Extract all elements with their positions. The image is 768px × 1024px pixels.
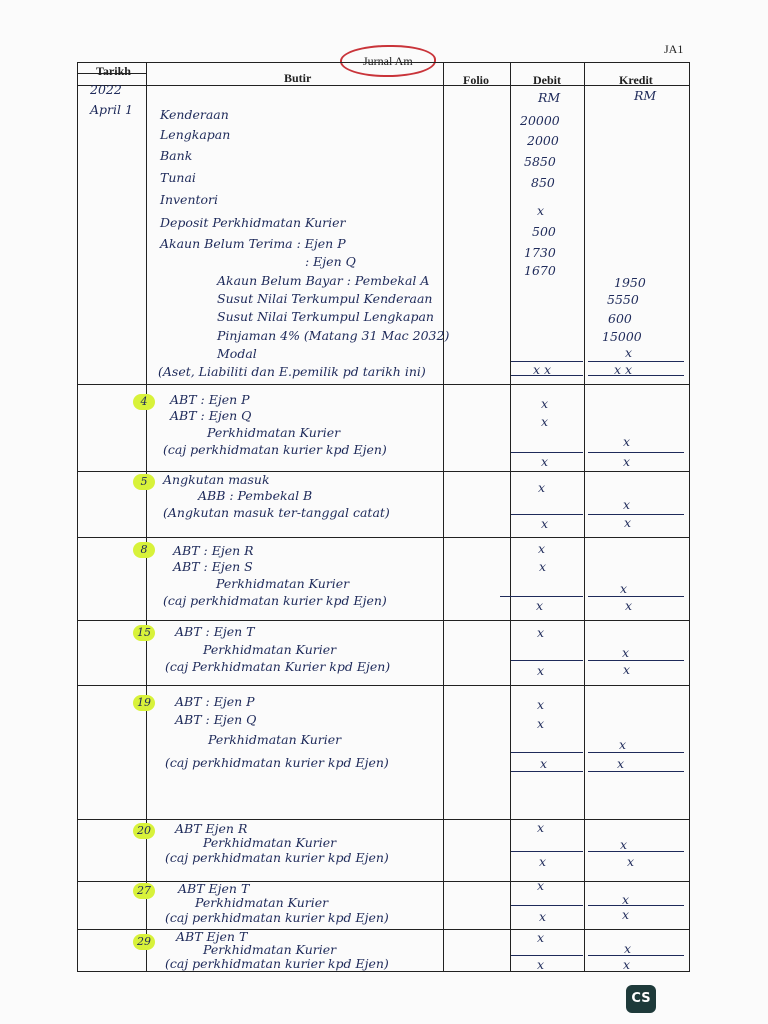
opening-date: April 1: [90, 102, 133, 117]
total-rule: [588, 851, 684, 852]
total-rule: [511, 905, 583, 906]
total-rule: [588, 660, 684, 661]
entry-debit: x: [541, 414, 549, 429]
entry-line: Perkhidmatan Kurier: [195, 895, 329, 910]
total-rule: [511, 660, 583, 661]
scanner-logo-icon: CS: [626, 985, 656, 1013]
total-kredit: x: [625, 598, 633, 613]
opening-line: Inventori: [160, 192, 219, 207]
entry-line: Angkutan masuk: [163, 472, 270, 487]
total-rule: [588, 596, 684, 597]
kredit-amount: 1950: [614, 275, 646, 290]
entry-line: ABT : Ejen Q: [170, 408, 252, 423]
total-rule: [511, 771, 583, 772]
entry-line: Perkhidmatan Kurier: [203, 942, 337, 957]
opening-line: Deposit Perkhidmatan Kurier: [160, 215, 346, 230]
debit-amount: 5850: [524, 154, 556, 169]
entry-separator: [78, 819, 689, 820]
entry-narration: (Angkutan masuk ter-tanggal catat): [163, 505, 390, 520]
total-kredit: x x: [614, 362, 633, 377]
kredit-amount: 5550: [607, 292, 639, 307]
total-rule: [588, 452, 684, 453]
total-rule: [588, 905, 684, 906]
entry-narration: (caj perkhidmatan kurier kpd Ejen): [163, 442, 387, 457]
total-rule: [588, 752, 684, 753]
col-divider: [510, 63, 511, 971]
header-butir: Butir: [284, 71, 312, 85]
entry-day-highlight: 4: [133, 394, 155, 410]
header-debit: Debit: [533, 73, 561, 87]
kredit-amount: 15000: [602, 329, 642, 344]
total-rule: [511, 514, 583, 515]
total-rule: [511, 752, 583, 753]
debit-amount: 2000: [527, 133, 559, 148]
header-tarikh: Tarikh: [96, 64, 131, 78]
entry-day-highlight: 5: [133, 474, 155, 490]
entry-day-highlight: 15: [133, 625, 155, 641]
entry-kredit: x: [622, 645, 630, 660]
entry-day-highlight: 27: [133, 883, 155, 899]
total-debit: x: [537, 663, 545, 678]
entry-line: ABB : Pembekal B: [198, 488, 313, 503]
journal-title: Jurnal Am: [363, 54, 413, 68]
entry-line: Perkhidmatan Kurier: [207, 425, 341, 440]
entry-line: Perkhidmatan Kurier: [216, 576, 350, 591]
entry-narration: (caj Perkhidmatan Kurier kpd Ejen): [165, 659, 391, 674]
entry-debit: x: [537, 716, 545, 731]
total-kredit: x: [623, 454, 631, 469]
opening-line: Bank: [160, 148, 193, 163]
entry-narration: (caj perkhidmatan kurier kpd Ejen): [165, 910, 389, 925]
entry-line: ABT : Ejen T: [175, 624, 255, 639]
entry-debit: x: [538, 480, 546, 495]
entry-narration: (caj perkhidmatan kurier kpd Ejen): [165, 755, 389, 770]
entry-debit: x: [538, 541, 546, 556]
total-kredit: x: [627, 854, 635, 869]
entry-narration: (caj perkhidmatan kurier kpd Ejen): [163, 593, 387, 608]
total-rule: [511, 851, 583, 852]
opening-line: Lengkapan: [160, 127, 231, 142]
opening-line: Akaun Belum Bayar : Pembekal A: [217, 273, 430, 288]
debit-amount: 850: [531, 175, 555, 190]
total-debit: x x: [533, 362, 552, 377]
opening-line: Pinjaman 4% (Matang 31 Mac 2032): [217, 328, 450, 343]
entry-separator: [78, 620, 689, 621]
entry-line: ABT : Ejen R: [173, 543, 254, 558]
entry-debit: x: [539, 559, 547, 574]
entry-line: ABT Ejen T: [176, 929, 248, 944]
opening-line: Kenderaan: [160, 107, 229, 122]
total-rule: [511, 375, 583, 376]
total-debit: x: [540, 756, 548, 771]
entry-day-highlight: 19: [133, 695, 155, 711]
opening-line: Susut Nilai Terkumpul Kenderaan: [217, 291, 433, 306]
kredit-amount: x: [625, 345, 633, 360]
entry-day-highlight: 29: [133, 934, 155, 950]
entry-narration: (caj perkhidmatan kurier kpd Ejen): [165, 850, 389, 865]
opening-narration: (Aset, Liabiliti dan E.pemilik pd tarikh ini): [158, 364, 426, 379]
entry-kredit: x: [619, 737, 627, 752]
debit-currency: RM: [538, 90, 561, 105]
total-rule: [588, 771, 684, 772]
debit-amount: 1730: [524, 245, 556, 260]
total-debit: x: [537, 957, 545, 972]
opening-line: Modal: [217, 346, 257, 361]
total-kredit: x: [623, 957, 631, 972]
entry-separator: [78, 881, 689, 882]
total-kredit: x: [617, 756, 625, 771]
opening-line: Akaun Belum Terima : Ejen P: [160, 236, 346, 251]
entry-debit: x: [541, 396, 549, 411]
entry-line: Perkhidmatan Kurier: [208, 732, 342, 747]
total-rule: [588, 375, 684, 376]
opening-line: : Ejen Q: [305, 254, 356, 269]
entry-separator: [78, 537, 689, 538]
debit-amount: x: [537, 203, 545, 218]
entry-line: ABT : Ejen Q: [175, 712, 257, 727]
page-code: JA1: [664, 42, 684, 56]
entry-debit: x: [537, 878, 545, 893]
total-rule: [588, 514, 684, 515]
entry-narration: (caj perkhidmatan kurier kpd Ejen): [165, 956, 389, 971]
kredit-amount: 600: [608, 311, 632, 326]
entry-debit: x: [537, 697, 545, 712]
debit-amount: 20000: [520, 113, 560, 128]
col-divider: [443, 63, 444, 971]
header-kredit: Kredit: [619, 73, 653, 87]
entry-separator: [78, 685, 689, 686]
entry-separator: [78, 384, 689, 385]
total-rule: [588, 361, 684, 362]
entry-kredit: x: [623, 434, 631, 449]
total-debit: x: [541, 516, 549, 531]
entry-line: ABT : Ejen P: [170, 392, 250, 407]
entry-day-highlight: 20: [133, 823, 155, 839]
entry-kredit: x: [622, 892, 630, 907]
total-rule: [511, 955, 583, 956]
total-debit: x: [539, 909, 547, 924]
total-kredit: x: [623, 662, 631, 677]
total-kredit: x: [624, 515, 632, 530]
opening-line: Susut Nilai Terkumpul Lengkapan: [217, 309, 434, 324]
entry-debit: x: [537, 625, 545, 640]
total-debit: x: [541, 454, 549, 469]
entry-kredit: x: [620, 581, 628, 596]
year: 2022: [90, 82, 122, 97]
header-rule: [78, 85, 689, 86]
debit-amount: 500: [532, 224, 556, 239]
entry-debit: x: [537, 820, 545, 835]
entry-debit: x: [537, 930, 545, 945]
entry-line: Perkhidmatan Kurier: [203, 835, 337, 850]
entry-line: Perkhidmatan Kurier: [203, 642, 337, 657]
entry-line: ABT : Ejen P: [175, 694, 255, 709]
total-kredit: x: [622, 907, 630, 922]
entry-kredit: x: [624, 941, 632, 956]
total-debit: x: [536, 598, 544, 613]
kredit-currency: RM: [634, 88, 657, 103]
col-divider: [584, 63, 585, 971]
total-rule: [511, 452, 583, 453]
entry-separator: [78, 929, 689, 930]
header-folio: Folio: [463, 73, 489, 87]
entry-kredit: x: [623, 497, 631, 512]
debit-amount: 1670: [524, 263, 556, 278]
total-rule: [588, 955, 684, 956]
total-debit: x: [539, 854, 547, 869]
entry-line: ABT Ejen T: [178, 881, 250, 896]
total-rule: [500, 596, 583, 597]
entry-day-highlight: 8: [133, 542, 155, 558]
entry-kredit: x: [620, 837, 628, 852]
opening-line: Tunai: [160, 170, 196, 185]
entry-line: ABT Ejen R: [175, 821, 248, 836]
entry-line: ABT : Ejen S: [173, 559, 253, 574]
